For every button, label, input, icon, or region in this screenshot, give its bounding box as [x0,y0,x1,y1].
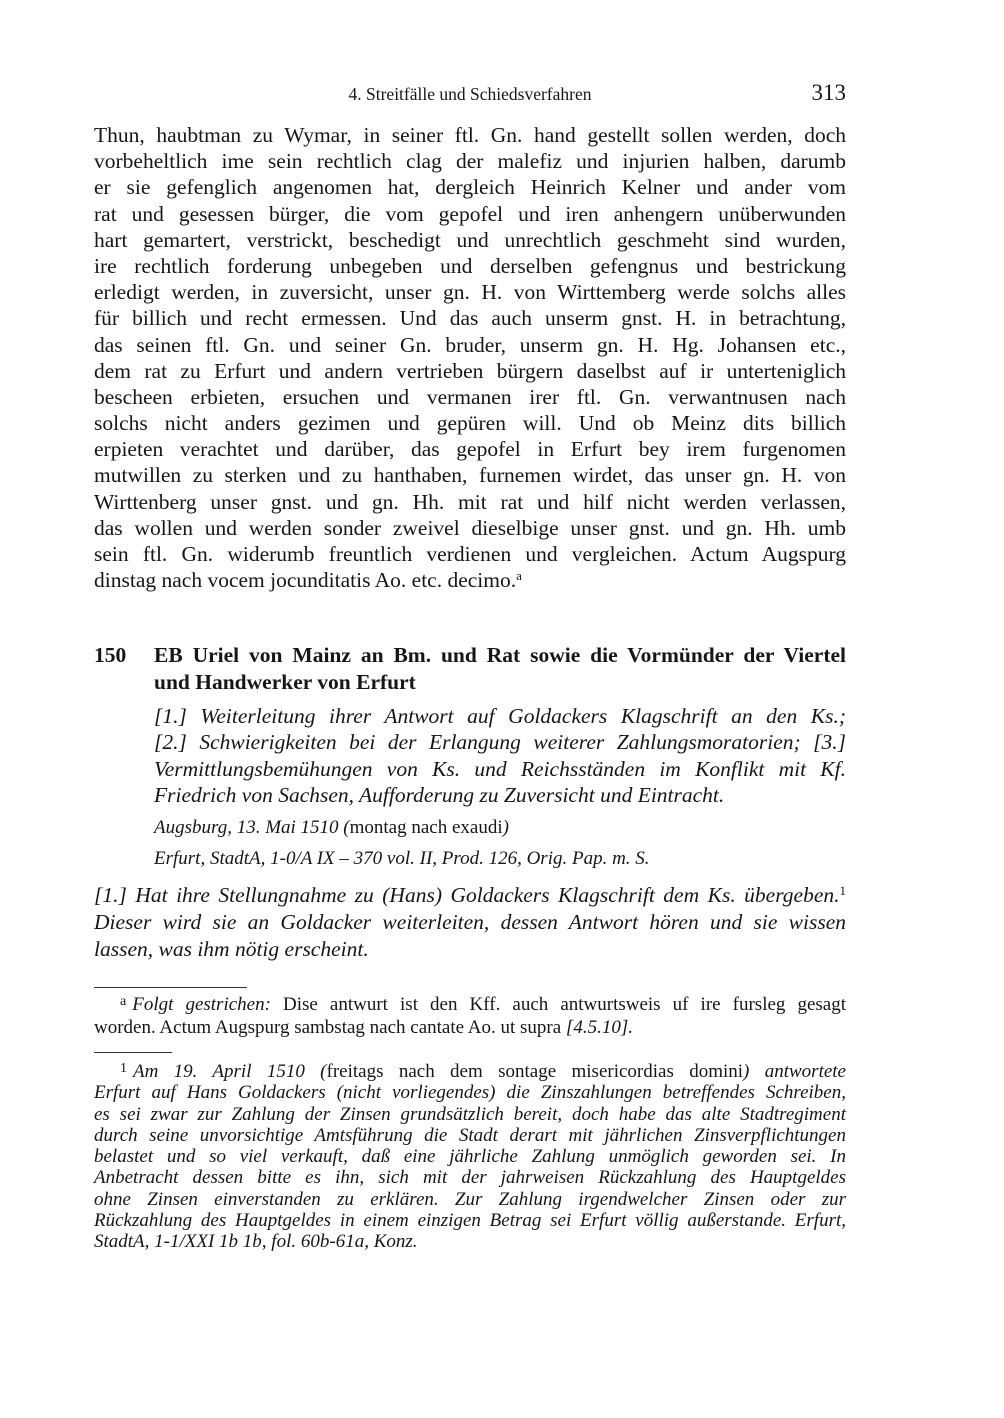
page-number: 313 [811,80,846,105]
footnote-1-line: Erfurt auf Hans Goldackers (nicht vorliegendes) die Zinszahlungen betreffendes Schreiben, [94,1082,846,1104]
body-text [94,122,846,593]
footnote-1-line: Anbetracht dessen bitte es ihn, sich mit der jahrweisen Rückzahlung des Hauptgeldes [94,1167,846,1189]
footnote-1-line: durch seine unvorsichtige Amtsführung die Stadt derart mit jährlichen Zinsverpflichtungen [94,1124,846,1146]
footnote-1-line [94,1058,846,1082]
body-line: das seinen ftl. Gn. und seiner Gn. bruder, unserm gn. H. Hg. Johansen etc., [94,332,846,357]
body-line: Thun, haubtman zu Wymar, in seiner ftl. Gn. hand gestellt sollen werden, doch [94,123,846,147]
summary [94,882,846,962]
regest [154,703,846,809]
body-line-last [94,567,846,593]
footnote-1-line: ohne Zinsen einverstanden zu erklären. Zur Zahlung irgendwelcher Zinsen oder zur [94,1188,846,1210]
footnote-a-label: Folgt gestrichen: [132,994,271,1015]
body-line: bescheen erbieten, ersuchen und vermanen irer ftl. Gn. verwantnusen nach [94,384,846,409]
footnote-1-marker: 1 [120,1061,127,1076]
document-title-line: EB Uriel von Mainz an Bm. und Rat sowie die Vormünder der Viertel [154,643,846,667]
footnote-a-date-ref: [4.5.10]. [565,1016,633,1038]
date-place: Augsburg, 13. Mai 1510 ( [154,817,350,838]
body-line-text: dinstag nach vocem jocunditatis Ao. etc. decimo. [94,568,517,593]
document-title-line: und Handwerker von Erfurt [154,669,416,694]
footnote-1-line: Rückzahlung des Hauptgeldes in einem einzigen Betrag sei Erfurt völlig außerstande. Erfurt, [94,1210,846,1232]
body-line: erledigt werden, in zuversicht, unser gn. H. von Wirttemberg werde solchs alles [94,280,846,305]
body-line: das wollen und werden sonder zweivel dieselbige unser gnst. und gn. Hh. umb [94,515,846,540]
body-line: hart gemartert, verstrickt, beschedigt und unrechtlich geschmeht sind wurden, [94,227,846,252]
page-header [94,80,846,108]
summary-line: Dieser wird sie an Goldacker weiterleiten, dessen Antwort hören und sie wissen [94,909,846,934]
running-head: 4. Streitfälle und Schiedsverfahren [348,84,592,104]
footnote-a-line [94,1017,846,1040]
footnote-rule [94,1052,172,1053]
body-line: sein ftl. Gn. widerumb freuntlich verdienen und vergleichen. Actum Augspurg [94,542,846,566]
footnote-a-marker: a [120,994,127,1009]
footnote-a-text: Dise antwurt ist den Kff. auch antwurtsweis uf ire fursleg gesagt [283,994,847,1015]
source-line: Erfurt, StadtA, 1-0/A IX – 370 vol. II, Prod. 126, Orig. Pap. m. S. [154,848,650,869]
footnote-1-intro-rest: ) antwortete [743,1061,846,1082]
summary-line [94,882,846,909]
footnote-a-text: worden. Actum Augspurg sambstag nach cantate Ao. ut supra [94,1016,562,1038]
footnote-1-line: es sei zwar zur Zahlung der Zinsen grundsätzlich bereit, doch habe das alte Stadtregiment [94,1103,846,1125]
footnote-1-line: belastet und so viel verkauft, daß eine jährliche Zahlung unmöglich geworden sei. In [94,1146,846,1168]
body-line: Wirttenberg unser gnst. und gn. Hh. mit rat und hilf nicht werden verlassen, [94,489,846,514]
regest-line: [2.] Schwierigkeiten bei der Erlangung weiterer Zahlungsmoratorien; [3.] [154,730,846,755]
body-line: rat und gesessen bürger, die vom gepofel und iren anhengern unüberwunden [94,201,846,226]
footnote-a-line [94,991,846,1017]
footnote-1-original: freitags nach dem sontage misericordias domini [326,1061,744,1082]
body-line: dem rat zu Erfurt und andern vertrieben bürgern daselbst auf ir unterteniglich [94,358,846,383]
regest-line: Vermittlungsbemühungen von Ks. und Reichsständen im Konflikt mit Kf. [154,756,846,781]
summary-text: [1.] Hat ihre Stellungnahme zu (Hans) Goldackers Klagschrift dem Ks. übergeben. [94,883,840,907]
regest-line: Friedrich von Sachsen, Aufforderung zu Zuversicht und Eintracht. [154,783,725,808]
footnote-a [94,991,846,1039]
body-line: er sie gefenglich angenomen hat, dergleich Heinrich Kelner und ander vom [94,175,846,200]
body-line: vorbeheltlich ime sein rechtlich clag der malefiz und injurien halben, darumb [94,149,846,174]
regest-line: [1.] Weiterleitung ihrer Antwort auf Goldackers Klagschrift an den Ks.; [154,704,846,728]
body-line: solchs nicht anders gezimen und gepüren will. Und ob Meinz dits billich [94,411,846,436]
footnote-a-reference[interactable]: a [516,568,522,584]
summary-line: lassen, was ihm nötig erscheint. [94,936,369,961]
body-line: erpieten verachtet und darüber, das gepofel in Erfurt bey irem furgenomen [94,437,846,462]
date-original: montag nach exaudi [349,817,503,838]
footnote-1-reference[interactable]: 1 [839,883,846,898]
footnote-1-line: StadtA, 1-1/XXI 1b 1b, fol. 60b-61a, Konz. [94,1231,418,1253]
body-line: ire rechtlich forderung unbegeben und derselben gefengnus und bestrickung [94,253,846,278]
document-number: 150 [94,643,127,667]
date-place-line [154,817,846,839]
footnote-1-intro: Am 19. April 1510 ( [133,1061,327,1082]
body-line: mutwillen zu sterken und zu hanthaben, furnemen wirdet, das unser gn. H. von [94,463,846,488]
body-line: für billich und recht ermessen. Und das auch unserm gnst. H. in betrachtung, [94,306,846,331]
date-close: ) [502,817,509,838]
footnote-rule [94,987,247,988]
footnote-1 [94,1058,846,1253]
document-title [154,642,846,695]
